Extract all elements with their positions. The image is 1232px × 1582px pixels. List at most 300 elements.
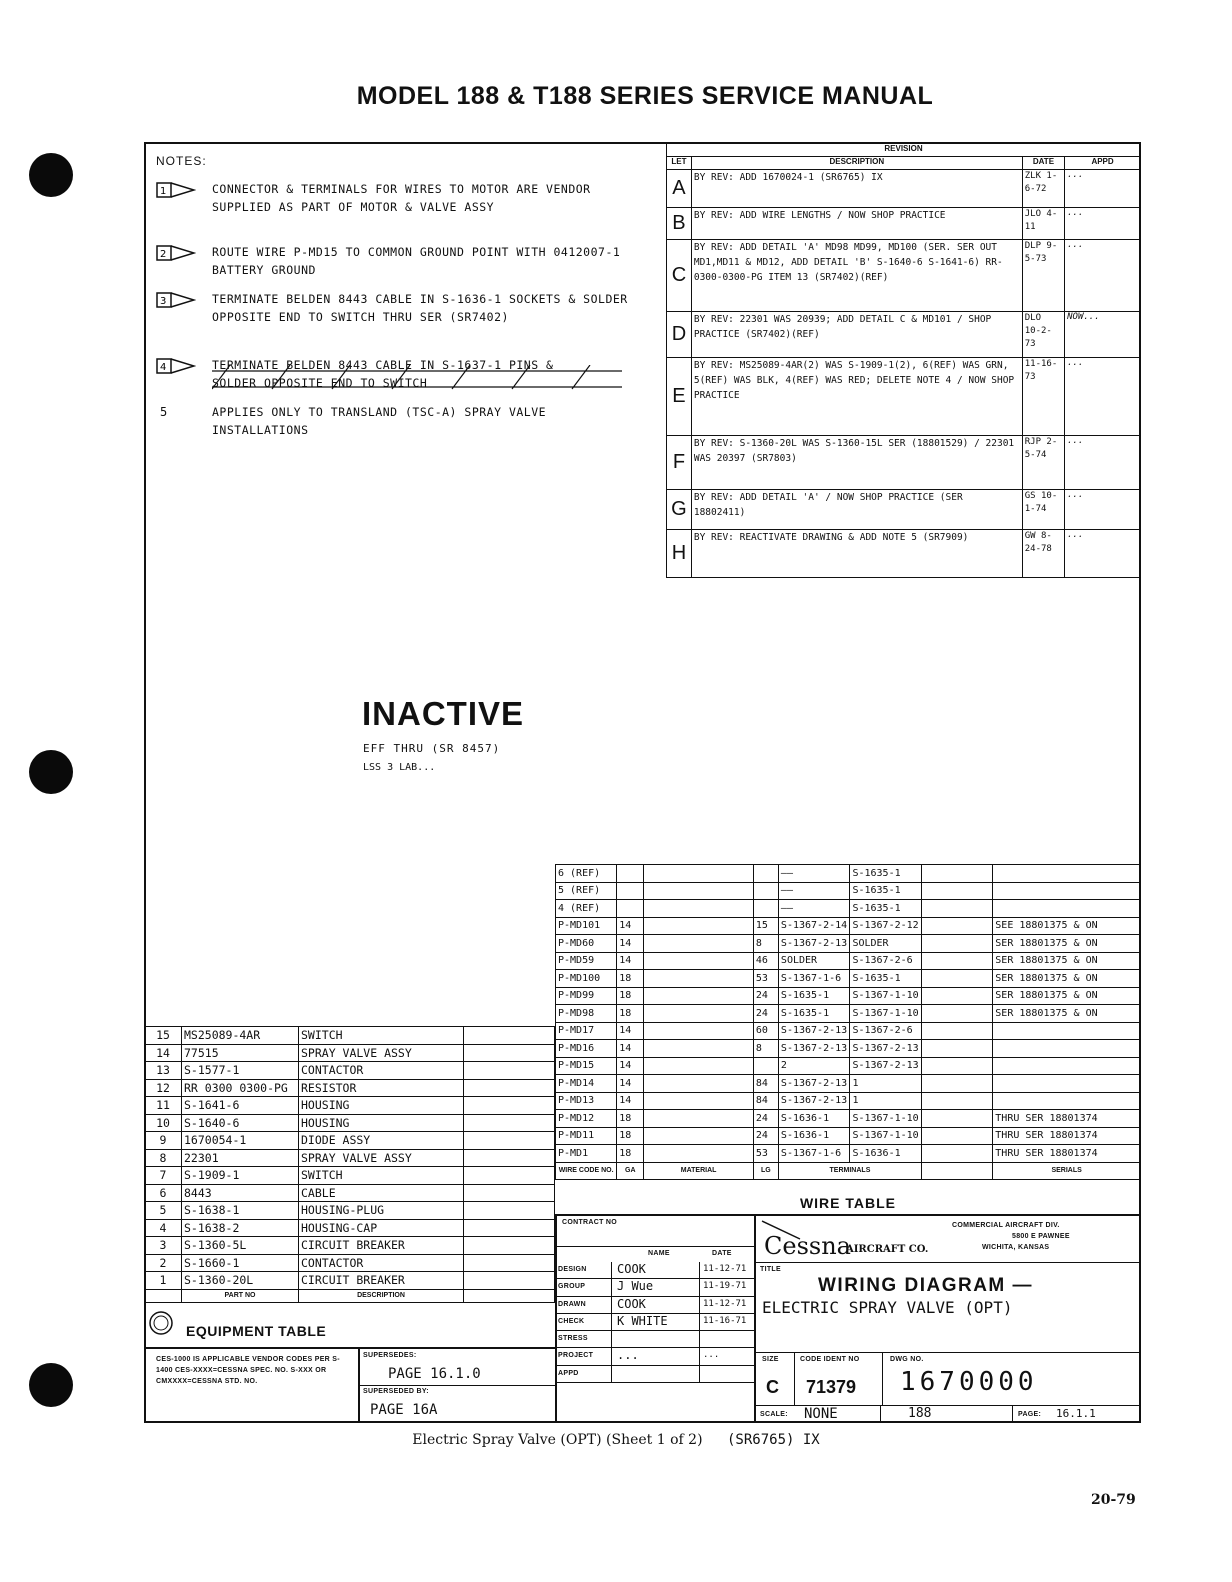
superseded-by-value: PAGE 16A (370, 1402, 438, 1418)
equip-no-cell: 7 (145, 1167, 182, 1185)
date-label: DATE (712, 1250, 732, 1257)
wire-lg-cell: 53 (753, 970, 778, 988)
revision-row (667, 358, 1141, 436)
sign-off-row (555, 1279, 754, 1296)
wire-t2-cell: S-1635-1 (850, 882, 922, 900)
sign-off-row (555, 1297, 754, 1314)
rev-approval: ... (1065, 170, 1141, 208)
revision-row (667, 240, 1141, 312)
wire-row (556, 1075, 1141, 1093)
sign-off-row (555, 1331, 754, 1348)
superseded-by-label: SUPERSEDED BY: (363, 1388, 429, 1395)
wire-ga-cell: 18 (617, 1145, 644, 1163)
equip-no-cell: 6 (145, 1184, 182, 1202)
rev-description: BY REV: ADD WIRE LENGTHS / NOW SHOP PRACTICE (691, 208, 1022, 240)
wire-row (556, 1057, 1141, 1075)
wire-code-cell: P-MD17 (556, 1022, 617, 1040)
wire-ga-cell: 18 (617, 1127, 644, 1145)
sign-off-row (555, 1314, 754, 1331)
equip-desc-cell: CONTACTOR (299, 1062, 464, 1080)
wire-t1-cell: S-1367-2-13 (778, 935, 850, 953)
wire-mat-cell (644, 1075, 753, 1093)
revision-row (667, 436, 1141, 490)
equipment-row (145, 1202, 555, 1220)
equip-desc-cell: HOUSING-CAP (299, 1219, 464, 1237)
wire-row (556, 952, 1141, 970)
equip-footer-desc: DESCRIPTION (299, 1289, 464, 1302)
wire-mat-cell (644, 1092, 753, 1110)
equip-desc-cell: DIODE ASSY (299, 1132, 464, 1150)
rev-description: BY REV: MS25089-4AR(2) WAS S-1909-1(2), 6(REF) WAS GRN, 5(REF) WAS BLK, 4(REF) WAS RED; DELETE NOTE 4 / NOW SHOP PRACTICE (691, 358, 1022, 436)
wire-ser-cell (993, 1040, 1141, 1058)
rev-letter: A (667, 170, 692, 208)
wire-t2-cell: S-1367-1-10 (850, 1005, 922, 1023)
wire-row (556, 917, 1141, 935)
sign-off-row (555, 1262, 754, 1279)
wire-code-cell: 5 (REF) (556, 882, 617, 900)
equip-no-cell: 15 (145, 1027, 182, 1045)
rev-date: JLO 4-11 (1022, 208, 1064, 240)
size-value: C (766, 1377, 779, 1397)
wire-t2-cell: S-1367-2-13 (850, 1040, 922, 1058)
wire-t1-cell: S-1367-2-14 (778, 917, 850, 935)
wire-code-cell: P-MD15 (556, 1057, 617, 1075)
flag-note-1-icon (156, 180, 196, 200)
rev-approval: ... (1065, 208, 1141, 240)
rev-date: RJP 2-5-74 (1022, 436, 1064, 490)
supersedes-label: SUPERSEDES: (363, 1352, 417, 1359)
binder-hole-bottom (29, 1363, 73, 1407)
title-label: TITLE (760, 1266, 781, 1273)
supersedes-value: PAGE 16.1.0 (388, 1366, 481, 1382)
wire-lg-cell: 46 (753, 952, 778, 970)
wire-ga-cell: 14 (617, 935, 644, 953)
revision-title: REVISION (667, 144, 1141, 157)
equipment-row (145, 1132, 555, 1150)
code-ident-label: CODE IDENT NO (800, 1356, 860, 1363)
address-line-2: WICHITA, KANSAS (982, 1244, 1050, 1251)
equipment-row (145, 1167, 555, 1185)
equip-part-cell: 22301 (182, 1149, 299, 1167)
wire-t1-cell: S-1367-2-13 (778, 1040, 850, 1058)
wire-ga-cell: 18 (617, 1005, 644, 1023)
wire-lg-cell: 84 (753, 1092, 778, 1110)
equipment-table (144, 1026, 555, 1303)
wire-t2-cell: S-1635-1 (850, 865, 922, 883)
wire-table-title: WIRE TABLE (799, 1195, 897, 1211)
ces-note: CES-1000 IS APPLICABLE VENDOR CODES PER S-1400 CES-XXXX=CESSNA SPEC. NO. S-XXX OR CMXXXX=CESSNA STD. NO. (156, 1356, 340, 1385)
wire-code-cell: P-MD98 (556, 1005, 617, 1023)
revision-row (667, 312, 1141, 358)
rev-header-let: LET (667, 157, 692, 170)
equip-desc-cell: SWITCH (299, 1167, 464, 1185)
note-1-text: CONNECTOR & TERMINALS FOR WIRES TO MOTOR ARE VENDOR SUPPLIED AS PART OF MOTOR & VALVE ASSY (212, 182, 591, 214)
dwg-no-label: DWG NO. (890, 1356, 924, 1363)
svg-text:1: 1 (160, 186, 167, 197)
equipment-row (145, 1027, 555, 1045)
revision-row (667, 170, 1141, 208)
equip-no-cell: 1 (145, 1272, 182, 1290)
wire-mat-cell (644, 970, 753, 988)
wire-lg-cell: 24 (753, 1110, 778, 1128)
wire-t1-cell: S-1635-1 (778, 1005, 850, 1023)
rev-description: BY REV: ADD DETAIL 'A' MD98 MD99, MD100 (SER. SER OUT MD1,MD11 & MD12, ADD DETAIL 'B' S-1640-6 S-1641-6) RR-0300-0300-PG ITEM 13 (SR7402)(REF) (691, 240, 1022, 312)
wire-mat-cell (644, 1005, 753, 1023)
rev-letter: D (667, 312, 692, 358)
contract-label: CONTRACT NO (562, 1219, 618, 1226)
sign-off-label: GROUP (558, 1283, 586, 1291)
wire-ser-cell: THRU SER 18801374 (993, 1127, 1141, 1145)
wire-row (556, 900, 1141, 918)
wire-ga-cell (617, 900, 644, 918)
rev-letter: B (667, 208, 692, 240)
rev-date: DLO 10-2-73 (1022, 312, 1064, 358)
sign-off-date: 11-12-71 (703, 1264, 747, 1274)
wire-mat-cell (644, 917, 753, 935)
equip-desc-cell: CONTACTOR (299, 1254, 464, 1272)
wire-code-cell: 6 (REF) (556, 865, 617, 883)
wire-ser-cell (993, 882, 1141, 900)
wire-code-cell: P-MD14 (556, 1075, 617, 1093)
wire-ser-cell: SER 18801375 & ON (993, 935, 1141, 953)
code-ident-value: 71379 (806, 1377, 857, 1397)
wire-t1-cell: S-1367-1-6 (778, 970, 850, 988)
wire-footer-code: WIRE CODE NO. (556, 1162, 617, 1179)
wire-row (556, 1022, 1141, 1040)
wire-t1-cell: S-1367-1-6 (778, 1145, 850, 1163)
sign-off-name: J Wue (617, 1279, 654, 1294)
rev-date: GW 8-24-78 (1022, 530, 1064, 578)
wire-t1-cell: —— (778, 900, 850, 918)
rev-description: BY REV: ADD DETAIL 'A' / NOW SHOP PRACTICE (SER 18802411) (691, 490, 1022, 530)
rev-approval: ... (1065, 490, 1141, 530)
rev-approval: NOW... (1065, 312, 1141, 358)
wire-code-cell: P-MD99 (556, 987, 617, 1005)
equip-no-cell: 2 (145, 1254, 182, 1272)
equip-desc-cell: CIRCUIT BREAKER (299, 1237, 464, 1255)
wire-lg-cell: 8 (753, 1040, 778, 1058)
wire-mat-cell (644, 900, 753, 918)
wire-lg-cell (753, 865, 778, 883)
wire-lg-cell: 60 (753, 1022, 778, 1040)
revision-row (667, 208, 1141, 240)
revision-row (667, 530, 1141, 578)
wire-ser-cell (993, 1092, 1141, 1110)
wire-lg-cell: 24 (753, 1127, 778, 1145)
equip-part-cell: 1670054-1 (182, 1132, 299, 1150)
svg-text:4: 4 (160, 362, 167, 373)
wire-row (556, 1127, 1141, 1145)
wire-row (556, 970, 1141, 988)
equip-part-cell: S-1641-6 (182, 1097, 299, 1115)
wire-t1-cell: S-1635-1 (778, 987, 850, 1005)
wire-mat-cell (644, 1145, 753, 1163)
note-5-number: 5 (160, 405, 168, 419)
wire-t1-cell: S-1367-2-13 (778, 1022, 850, 1040)
revision-table (666, 143, 1141, 578)
rev-letter: H (667, 530, 692, 578)
wire-t1-cell: SOLDER (778, 952, 850, 970)
wire-mat-cell (644, 1110, 753, 1128)
rev-date: GS 10-1-74 (1022, 490, 1064, 530)
rev-header-date: DATE (1022, 157, 1064, 170)
dwg-no-value: 1670000 (900, 1367, 1038, 1397)
wire-code-cell: P-MD60 (556, 935, 617, 953)
wire-t1-cell: S-1367-2-13 (778, 1092, 850, 1110)
sign-off-name: COOK (617, 1296, 646, 1311)
equip-desc-cell: SPRAY VALVE ASSY (299, 1149, 464, 1167)
page-label: PAGE: (1018, 1411, 1042, 1418)
wire-t1-cell: —— (778, 865, 850, 883)
wire-footer-ga: GA (617, 1162, 644, 1179)
equip-part-cell: S-1638-2 (182, 1219, 299, 1237)
equip-part-cell: 8443 (182, 1184, 299, 1202)
sign-off-label: APPD (558, 1369, 579, 1377)
wire-t2-cell: SOLDER (850, 935, 922, 953)
wire-t1-cell: —— (778, 882, 850, 900)
sign-off-date: ... (703, 1350, 720, 1361)
binder-hole-top (29, 153, 73, 197)
sign-off-row (555, 1348, 754, 1365)
equipment-row (145, 1062, 555, 1080)
rev-approval: ... (1065, 530, 1141, 578)
wire-ga-cell (617, 865, 644, 883)
rev-description: BY REV: ADD 1670024-1 (SR6765) IX (691, 170, 1022, 208)
wire-mat-cell (644, 935, 753, 953)
wire-code-cell: P-MD101 (556, 917, 617, 935)
wire-ser-cell: SER 18801375 & ON (993, 970, 1141, 988)
wire-t2-cell: S-1367-2-6 (850, 1022, 922, 1040)
wire-ser-cell (993, 865, 1141, 883)
binder-hole-middle (29, 750, 73, 794)
wire-t2-cell: S-1367-1-10 (850, 1127, 922, 1145)
flag-note-4-icon (156, 356, 196, 376)
wire-lg-cell: 24 (753, 987, 778, 1005)
wire-footer-serials: SERIALS (993, 1162, 1141, 1179)
wire-row (556, 882, 1141, 900)
sign-off-name: COOK (617, 1262, 646, 1276)
equip-part-cell: RR 0300 0300-PG (182, 1079, 299, 1097)
wire-ga-cell (617, 882, 644, 900)
wire-lg-cell: 8 (753, 935, 778, 953)
sheet-page-value: 16.1.1 (1056, 1407, 1096, 1420)
equip-no-cell: 5 (145, 1202, 182, 1220)
equip-no-cell: 11 (145, 1097, 182, 1115)
equipment-row (145, 1272, 555, 1290)
wire-ga-cell: 14 (617, 1057, 644, 1075)
wire-code-cell: P-MD16 (556, 1040, 617, 1058)
note-3-text: TERMINATE BELDEN 8443 CABLE IN S-1636-1 SOCKETS & SOLDER OPPOSITE END TO SWITCH THRU SER (SR7402) (212, 292, 628, 324)
wire-row (556, 935, 1141, 953)
equipment-row (145, 1044, 555, 1062)
wire-t2-cell: 1 (850, 1075, 922, 1093)
sign-off-label: PROJECT (558, 1352, 594, 1360)
wire-lg-cell: 84 (753, 1075, 778, 1093)
wire-row (556, 1110, 1141, 1128)
equip-part-cell: S-1640-6 (182, 1114, 299, 1132)
wire-code-cell: P-MD1 (556, 1145, 617, 1163)
svg-text:3: 3 (160, 296, 167, 307)
wire-lg-cell (753, 1057, 778, 1075)
cessna-std-seal-icon (148, 1310, 174, 1336)
wire-lg-cell (753, 900, 778, 918)
wire-t1-cell: S-1367-2-13 (778, 1075, 850, 1093)
rev-date: 11-16-73 (1022, 358, 1064, 436)
wire-ga-cell: 18 (617, 1110, 644, 1128)
equipment-row (145, 1219, 555, 1237)
wire-lg-cell (753, 882, 778, 900)
equip-desc-cell: CIRCUIT BREAKER (299, 1272, 464, 1290)
rev-description: BY REV: 22301 WAS 20939; ADD DETAIL C & MD101 / SHOP PRACTICE (SR7402)(REF) (691, 312, 1022, 358)
wire-mat-cell (644, 987, 753, 1005)
wire-ga-cell: 14 (617, 917, 644, 935)
equipment-row (145, 1254, 555, 1272)
equip-desc-cell: SPRAY VALVE ASSY (299, 1044, 464, 1062)
wire-row (556, 865, 1141, 883)
wire-t1-cell: S-1636-1 (778, 1127, 850, 1145)
company-suffix: AIRCRAFT CO. (846, 1244, 929, 1255)
wire-mat-cell (644, 1057, 753, 1075)
wire-t2-cell: S-1635-1 (850, 970, 922, 988)
equip-no-cell: 3 (145, 1237, 182, 1255)
equip-part-cell: MS25089-4AR (182, 1027, 299, 1045)
wire-ser-cell (993, 1057, 1141, 1075)
wire-code-cell: P-MD59 (556, 952, 617, 970)
wire-mat-cell (644, 865, 753, 883)
rev-description: BY REV: REACTIVATE DRAWING & ADD NOTE 5 (SR7909) (691, 530, 1022, 578)
lss-note: LSS 3 LAB... (363, 762, 436, 773)
sign-off-label: DESIGN (558, 1266, 587, 1273)
sign-off-date: 11-16-71 (703, 1315, 747, 1326)
note-5-text: APPLIES ONLY TO TRANSLAND (TSC-A) SPRAY VALVE INSTALLATIONS (212, 405, 547, 437)
page-number: 20-79 (1091, 1492, 1136, 1508)
drawing-title-line-2: ELECTRIC SPRAY VALVE (OPT) (762, 1298, 1013, 1317)
equip-part-cell: S-1909-1 (182, 1167, 299, 1185)
scale-label: SCALE: (760, 1411, 788, 1418)
wire-code-cell: P-MD11 (556, 1127, 617, 1145)
flag-note-2-icon (156, 243, 196, 263)
equipment-row (145, 1149, 555, 1167)
wire-code-cell: P-MD12 (556, 1110, 617, 1128)
wire-footer-terminals: TERMINALS (778, 1162, 921, 1179)
wire-ga-cell: 14 (617, 1092, 644, 1110)
wire-lg-cell: 15 (753, 917, 778, 935)
wire-row (556, 987, 1141, 1005)
rev-approval: ... (1065, 358, 1141, 436)
wire-row (556, 1005, 1141, 1023)
rev-letter: F (667, 436, 692, 490)
wire-t2-cell: S-1635-1 (850, 900, 922, 918)
wire-ga-cell: 18 (617, 970, 644, 988)
wire-t2-cell: S-1367-2-6 (850, 952, 922, 970)
wire-ser-cell (993, 1022, 1141, 1040)
rev-header-appd: APPD (1065, 157, 1141, 170)
equip-desc-cell: HOUSING-PLUG (299, 1202, 464, 1220)
wire-mat-cell (644, 882, 753, 900)
wire-ga-cell: 14 (617, 1022, 644, 1040)
wire-table (555, 864, 1141, 1180)
wire-ser-cell (993, 1075, 1141, 1093)
size-label: SIZE (762, 1356, 779, 1363)
sign-off-label: STRESS (558, 1335, 588, 1343)
equipment-row (145, 1097, 555, 1115)
wire-code-cell: P-MD100 (556, 970, 617, 988)
equipment-row (145, 1114, 555, 1132)
wire-ga-cell: 14 (617, 1040, 644, 1058)
company-name: Cessna (764, 1232, 851, 1260)
wire-mat-cell (644, 1040, 753, 1058)
equip-no-cell: 4 (145, 1219, 182, 1237)
drawing-title-line-1: WIRING DIAGRAM — (818, 1275, 1034, 1296)
figure-caption (0, 1432, 1232, 1448)
strikethrough-icon (212, 365, 622, 393)
wire-t1-cell: 2 (778, 1057, 850, 1075)
wire-t2-cell: 1 (850, 1092, 922, 1110)
svg-text:2: 2 (160, 249, 167, 260)
rev-letter: G (667, 490, 692, 530)
equipment-row (145, 1237, 555, 1255)
equip-desc-cell: CABLE (299, 1184, 464, 1202)
equip-part-cell: 77515 (182, 1044, 299, 1062)
wire-ser-cell: SER 18801375 & ON (993, 952, 1141, 970)
equip-part-cell: S-1360-20L (182, 1272, 299, 1290)
equip-no-cell: 9 (145, 1132, 182, 1150)
name-label: NAME (648, 1250, 670, 1257)
sign-off-block (555, 1262, 754, 1383)
rev-header-desc: DESCRIPTION (691, 157, 1022, 170)
wire-t2-cell: S-1367-1-10 (850, 987, 922, 1005)
note-4-text: TERMINATE BELDEN 8443 CABLE IN S-1637-1 PINS & SOLDER OPPOSITE END TO SWITCH (212, 358, 554, 390)
equip-desc-cell: HOUSING (299, 1114, 464, 1132)
notes-label: NOTES: (156, 154, 207, 168)
wire-row (556, 1040, 1141, 1058)
equip-part-cell: S-1638-1 (182, 1202, 299, 1220)
equip-desc-cell: HOUSING (299, 1097, 464, 1115)
sign-off-date: 11-12-71 (703, 1298, 747, 1309)
sign-off-label: CHECK (558, 1317, 585, 1325)
revision-row (667, 490, 1141, 530)
wire-mat-cell (644, 1127, 753, 1145)
sign-off-name: ... (617, 1348, 639, 1363)
wire-ga-cell: 14 (617, 952, 644, 970)
wire-code-cell: P-MD13 (556, 1092, 617, 1110)
equip-no-cell: 8 (145, 1149, 182, 1167)
wire-t2-cell: S-1636-1 (850, 1145, 922, 1163)
wire-lg-cell: 53 (753, 1145, 778, 1163)
wire-code-cell: 4 (REF) (556, 900, 617, 918)
sign-off-label: DRAWN (558, 1300, 586, 1308)
wire-ser-cell: SEE 18801375 & ON (993, 917, 1141, 935)
rev-description: BY REV: S-1360-20L WAS S-1360-15L SER (18801529) / 22301 WAS 20397 (SR7803) (691, 436, 1022, 490)
model-value: 188 (908, 1406, 932, 1421)
wire-t2-cell: S-1367-1-10 (850, 1110, 922, 1128)
wire-t1-cell: S-1636-1 (778, 1110, 850, 1128)
equip-part-cell: S-1577-1 (182, 1062, 299, 1080)
note-2-text: ROUTE WIRE P-MD15 TO COMMON GROUND POINT WITH 0412007-1 BATTERY GROUND (212, 245, 621, 277)
sign-off-date: 11-19-71 (703, 1281, 747, 1292)
wire-t2-cell: S-1367-2-13 (850, 1057, 922, 1075)
wire-ser-cell (993, 900, 1141, 918)
wire-footer-material: MATERIAL (644, 1162, 753, 1179)
equip-part-cell: S-1360-5L (182, 1237, 299, 1255)
wire-ga-cell: 14 (617, 1075, 644, 1093)
wire-lg-cell: 24 (753, 1005, 778, 1023)
caption-annotation: (SR6765) IX (727, 1432, 820, 1448)
wire-ser-cell: SER 18801375 & ON (993, 1005, 1141, 1023)
inactive-stamp: INACTIVE (362, 695, 525, 732)
equip-desc-cell: RESISTOR (299, 1079, 464, 1097)
equip-no-cell: 10 (145, 1114, 182, 1132)
